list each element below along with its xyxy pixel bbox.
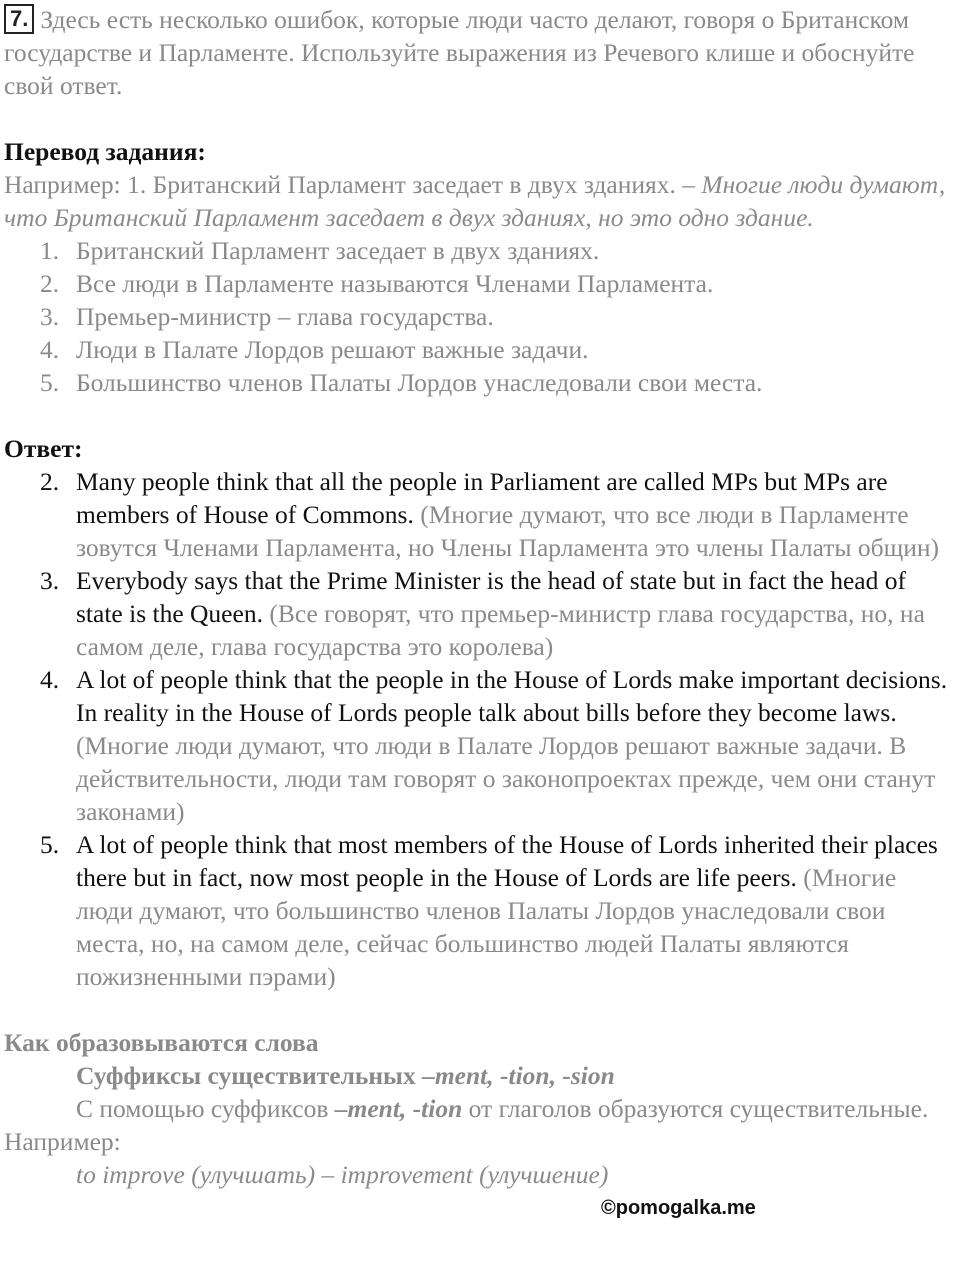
item-text: Премьер-министр – глава государства. (76, 302, 494, 331)
answer-item (4, 663, 958, 828)
answer-item (4, 465, 958, 564)
item-text: Люди в Палате Лордов решают важные задачи. (76, 335, 589, 364)
item-number: 5. (40, 830, 60, 859)
example-plain: Например: 1. Британский Парламент заседает в двух зданиях. – (4, 170, 702, 199)
answer-russian: (Многие люди думают, что большинство членов Палаты Лордов унаследовали свои места, но, на самом деле, сейчас большинство людей Палаты являются пожизненными пэрами) (76, 863, 897, 991)
example-italic: Многие люди думают, что Британский Парламент заседает в двух зданиях, но это одно здание. (4, 170, 946, 232)
item-number: 5. (40, 368, 60, 397)
list-item (4, 333, 958, 366)
item-number: 3. (40, 566, 60, 595)
item-text: Британский Парламент заседает в двух зданиях. (76, 236, 600, 265)
answer-russian: (Многие думают, что все люди в Парламенте зовутся Членами Парламента, но Члены Парламента это члены Палаты общин) (76, 500, 940, 562)
para-suffixes: –ment, -tion (334, 1094, 463, 1123)
task-number-box: 7. (4, 4, 34, 34)
answer-russian: (Многие люди думают, что люди в Палате Лордов решают важные задачи. В действительности, люди там говорят о законопроектах прежде, чем они станут законами) (76, 731, 936, 826)
answer-english: Many people think that all the people in Parliament are called MPs but MPs are members of House of Commons. (76, 467, 888, 529)
item-text: Большинство членов Палаты Лордов унаследовали свои места. (76, 368, 763, 397)
para-start: С помощью суффиксов (76, 1094, 335, 1123)
para-end: от глаголов образуются существительные. Например: (4, 1094, 929, 1156)
answer-heading: Ответ: (4, 434, 83, 463)
answer-item (4, 828, 958, 993)
answer-list (4, 465, 958, 993)
translation-example (4, 168, 958, 234)
wordbuilding-heading: Как образовываются слова (4, 1028, 319, 1057)
wordbuilding-example: to improve (улучшать) – improvement (улучшение) (76, 1160, 609, 1189)
item-number: 2. (40, 269, 60, 298)
answer-english: A lot of people think that most members of the House of Lords inherited their places there but in fact, now most people in the House of Lords are life peers. (76, 830, 938, 892)
page (4, 3, 958, 1191)
suffix-subheading (4, 1059, 958, 1092)
answer-russian: (Все говорят, что премьер-министр глава государства, но, на самом деле, глава государства это королева) (76, 599, 925, 661)
subheading-suffixes: –ment, -tion, -sion (422, 1061, 615, 1090)
watermark: ©pomogalka.me (601, 1197, 756, 1219)
subheading-plain: Суффиксы существительных (76, 1061, 423, 1090)
answer-english: Everybody says that the Prime Minister is the head of state but in fact the head of state is the Queen. (76, 566, 906, 628)
suffix-paragraph (4, 1092, 958, 1158)
task-statement (4, 3, 958, 102)
translation-heading: Перевод задания: (4, 137, 206, 166)
item-text: Все люди в Парламенте называются Членами Парламента. (76, 269, 714, 298)
list-item (4, 366, 958, 399)
answer-english: A lot of people think that the people in the House of Lords make important decisions. In reality in the House of Lords people talk about bills before they become laws. (76, 665, 948, 727)
translation-list (4, 234, 958, 399)
item-number: 3. (40, 302, 60, 331)
list-item (4, 234, 958, 267)
task-text: Здесь есть несколько ошибок, которые люди часто делают, говоря о Британском государстве и Парламенте. Используйте выражения из Речевого клише и обоснуйте свой ответ. (4, 5, 915, 100)
list-item (4, 267, 958, 300)
item-number: 4. (40, 335, 60, 364)
item-number: 1. (40, 236, 60, 265)
item-number: 2. (40, 467, 60, 496)
list-item (4, 300, 958, 333)
answer-item (4, 564, 958, 663)
item-number: 4. (40, 665, 60, 694)
